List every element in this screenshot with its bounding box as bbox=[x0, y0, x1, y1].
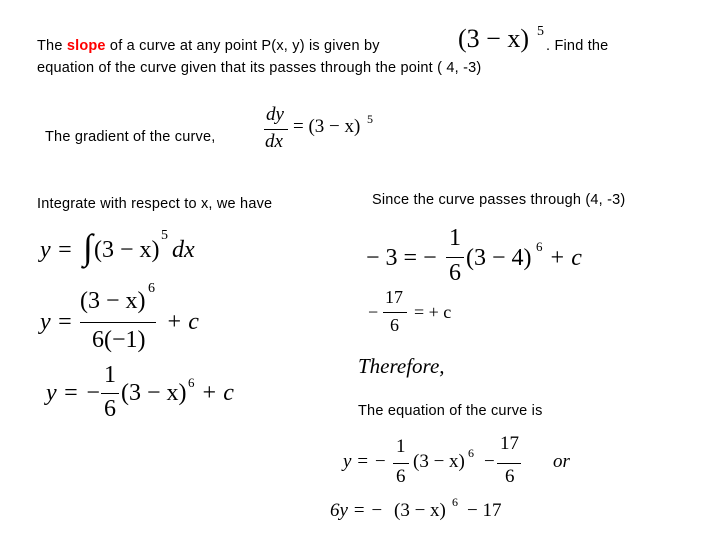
eq3-constant: + c bbox=[201, 380, 234, 406]
final-eq2-tail-text: − 17 bbox=[467, 500, 502, 521]
eq2-fraction-bar bbox=[80, 322, 156, 323]
integral-sign: ∫ bbox=[83, 227, 93, 267]
eq2-constant: + c bbox=[166, 309, 199, 335]
final-eq2-tail bbox=[467, 500, 501, 522]
final-eq1-fraction-bar-2 bbox=[497, 463, 521, 464]
sub-eq1-numerator: 1 bbox=[449, 225, 461, 251]
sub-eq2-fraction-bar bbox=[383, 312, 407, 313]
sub-eq2-minus bbox=[368, 302, 378, 323]
eq3-body-text: (3 − x) bbox=[121, 380, 187, 406]
sub-eq1-constant: + c bbox=[549, 245, 582, 271]
integral-body bbox=[94, 237, 160, 264]
final-eq1-exponent: 6 bbox=[468, 446, 474, 460]
final-eq1-numerator: 1 bbox=[396, 436, 406, 457]
final-eq1-numerator-2: 17 bbox=[500, 433, 519, 454]
eq2-lhs: y = bbox=[40, 309, 73, 335]
sub-eq1-exponent: 6 bbox=[536, 239, 543, 254]
eq2-denominator: 6(−1) bbox=[92, 327, 146, 353]
sub-eq2-rhs bbox=[414, 302, 451, 323]
final-eq1-denominator: 6 bbox=[396, 466, 406, 487]
final-eq1-minus-text: − bbox=[484, 451, 495, 472]
gradient-exponent: 5 bbox=[367, 112, 373, 126]
final-eq1-fraction-bar bbox=[393, 463, 409, 464]
sub-eq1-denominator: 6 bbox=[449, 260, 461, 286]
eq3-fraction-bar bbox=[101, 393, 119, 394]
final-eq2-exponent: 6 bbox=[452, 495, 458, 509]
eq2-numerator-exponent: 6 bbox=[148, 281, 155, 296]
final-or: or bbox=[553, 451, 570, 472]
sub-eq2-denominator: 6 bbox=[390, 315, 399, 335]
conclusion-label: The equation of the curve is bbox=[358, 403, 543, 419]
substitute-label: Since the curve passes through (4, -3) bbox=[372, 192, 626, 208]
sub-eq1-lhs bbox=[366, 245, 437, 272]
sub-eq1-fraction-bar bbox=[446, 257, 464, 258]
given-expression bbox=[458, 24, 529, 54]
given-exponent: 5 bbox=[537, 24, 544, 39]
final-eq1-lhs bbox=[343, 451, 387, 473]
final-eq1-denominator-2: 6 bbox=[505, 466, 515, 487]
problem-line-1-mid: of a curve at any point P(x, y) is given by bbox=[105, 38, 380, 54]
sub-eq2-numerator: 17 bbox=[385, 287, 403, 307]
sub-eq1-body bbox=[466, 245, 532, 272]
sub-eq1-body-text: (3 − 4) bbox=[466, 245, 532, 271]
problem-line-1-start: The bbox=[37, 38, 67, 54]
problem-line-2: equation of the curve given that its passes through the point ( 4, -3) bbox=[37, 60, 482, 76]
gradient-fraction-bar bbox=[264, 129, 288, 130]
gradient-rhs bbox=[293, 116, 360, 138]
gradient-dy: dy bbox=[266, 104, 284, 125]
sub-eq2-rhs-text: = + c bbox=[414, 302, 452, 322]
therefore-text: Therefore, bbox=[358, 354, 445, 378]
final-eq2-lhs bbox=[330, 500, 383, 522]
problem-line-1-end: . Find the bbox=[546, 38, 609, 54]
integral-lhs: y = bbox=[40, 237, 73, 263]
eq3-denominator: 6 bbox=[104, 396, 116, 422]
final-eq1-minus bbox=[484, 451, 495, 473]
gradient-rhs-text: = (3 − x) bbox=[293, 116, 361, 137]
final-eq1-body-text: (3 − x) bbox=[413, 451, 465, 472]
eq3-body bbox=[121, 380, 187, 407]
integral-exponent: 5 bbox=[161, 228, 168, 243]
final-eq2-body-text: (3 − x) bbox=[394, 500, 446, 521]
final-eq1-body bbox=[413, 451, 465, 473]
gradient-dx: dx bbox=[265, 131, 283, 152]
sub-eq2-minus-text: − bbox=[368, 302, 379, 322]
eq2-numerator: (3 − x) bbox=[80, 288, 146, 314]
final-eq2-lhs-text: 6y = − bbox=[330, 500, 384, 521]
eq3-exponent: 6 bbox=[188, 375, 195, 390]
problem-line-1 bbox=[37, 38, 380, 54]
integral-body-text: (3 − x) bbox=[94, 237, 160, 263]
eq3-numerator: 1 bbox=[104, 362, 116, 388]
gradient-label: The gradient of the curve, bbox=[45, 129, 216, 145]
final-eq1-lhs-text: y = − bbox=[343, 451, 387, 472]
integrate-label: Integrate with respect to x, we have bbox=[37, 196, 273, 212]
given-expression-body: (3 − x) bbox=[458, 24, 529, 53]
sub-eq1-lhs-text: − 3 = − bbox=[366, 245, 437, 271]
integral-dx: dx bbox=[172, 237, 195, 263]
final-eq2-body bbox=[394, 500, 446, 522]
slope-keyword: slope bbox=[66, 38, 106, 54]
eq3-lhs: y = − bbox=[46, 380, 102, 406]
